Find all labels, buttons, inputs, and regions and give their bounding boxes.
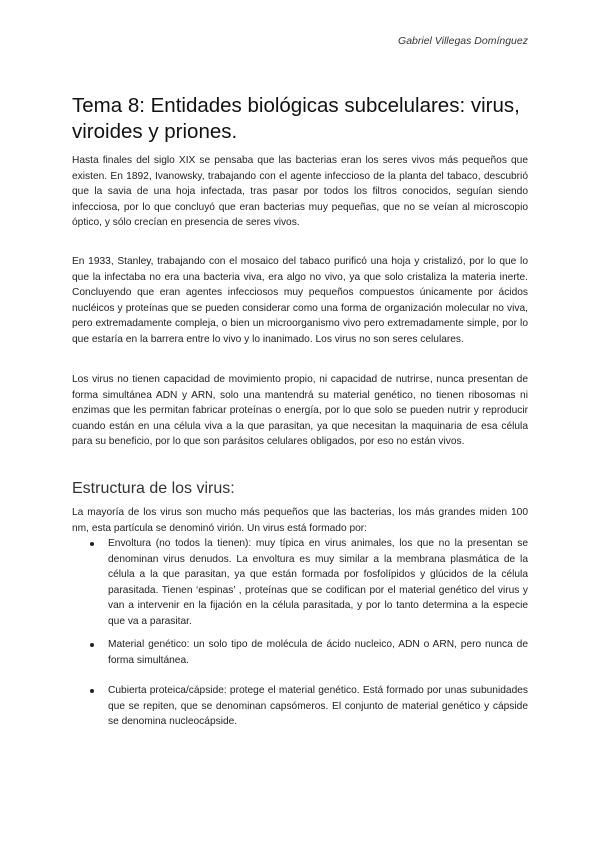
section-heading: Estructura de los virus: xyxy=(72,480,235,497)
page-title: Tema 8: Entidades biológicas subcelulares: virus, viroides y priones. xyxy=(72,94,520,143)
structure-list xyxy=(72,536,528,630)
list-item-capside xyxy=(72,683,528,730)
section-intro: La mayoría de los virus son mucho más pequeños que las bacterias, los más grandes miden 100 nm, esta partícula se denominó virión. Un virus está formado por: xyxy=(72,507,528,534)
structure-list xyxy=(72,637,528,668)
paragraph-virus-properties: Los virus no tienen capacidad de movimiento propio, ni capacidad de nutrirse, nunca presentan de forma simultánea ADN y ARN, solo una mantendrá su material genético, no tienen ribosomas ni enzimas que les permitan fabricar proteínas o energía, por lo que solo se pueden nutrir y reproducir cuando están en una célula viva a la que parasitan, ya que necesitan la maquinaria de esa célula para su beneficio, por lo que son parásitos celulares obligados, por eso no están vivos. xyxy=(72,374,528,448)
list-item-text: Envoltura (no todos la tienen): muy típica en virus animales, los que no la presentan se denominan virus denudos. La envoltura es muy similar a la membrana plasmática de la célula a la que parasitan, ya que están formada por fosfolípidos y glúcidos de la célula parasitada. Tienen ‘espinas’ , proteínas que se codifican por el material genético del virus y van a intervenir en la fijación en la célula parasitada, y por lo tanto determina a la especie que va a parasitar. xyxy=(108,538,528,627)
list-item-envoltura xyxy=(72,536,528,630)
list-item-material-genetico xyxy=(72,637,528,668)
paragraph-stanley: En 1933, Stanley, trabajando con el mosaico del tabaco purificó una hoja y cristalizó, por lo que lo que la infectaba no era una bacteria viva, era algo no vivo, ya que solo cristaliza la materia inerte. Concluyendo que eran agentes infecciosos muy pequeños compuestos únicamente por ácidos nucléicos y proteínas que se pueden considerar como una forma de organización molecular no viva, pero extremadamente compleja, o bien un microorganismo vivo pero extremadamente simple, por lo que estaría en la barrera entre lo vivo y lo inanimado. Los virus no son seres celulares. xyxy=(72,256,528,345)
list-item-text: Cubierta proteica/cápside: protege el material genético. Está formado por unas subunidades que se repiten, que se denominan capsómeros. El conjunto de material genético y cápside se denomina nucleocápside. xyxy=(108,685,528,728)
structure-list xyxy=(72,683,528,730)
author-name: Gabriel Villegas Domínguez xyxy=(398,35,528,47)
bullet-icon xyxy=(90,542,94,546)
bullet-icon xyxy=(90,689,94,693)
paragraph-intro: Hasta finales del siglo XIX se pensaba que las bacterias eran los seres vivos más pequeños que existen. En 1892, Ivanowsky, trabajando con el agente infeccioso de la planta del tabaco, descubrió que la savia de una hoja infectada, tras pasar por todos los filtros conocidos, seguían siendo infecciosa, por lo que concluyó que eran bacterias muy pequeñas, que no se veían al microscopio óptico, y sólo crecían en presencia de seres vivos. xyxy=(72,155,528,229)
bullet-icon xyxy=(90,643,94,647)
list-item-text: Material genético: un solo tipo de molécula de ácido nucleico, ADN o ARN, pero nunca de forma simultánea. xyxy=(108,639,528,666)
